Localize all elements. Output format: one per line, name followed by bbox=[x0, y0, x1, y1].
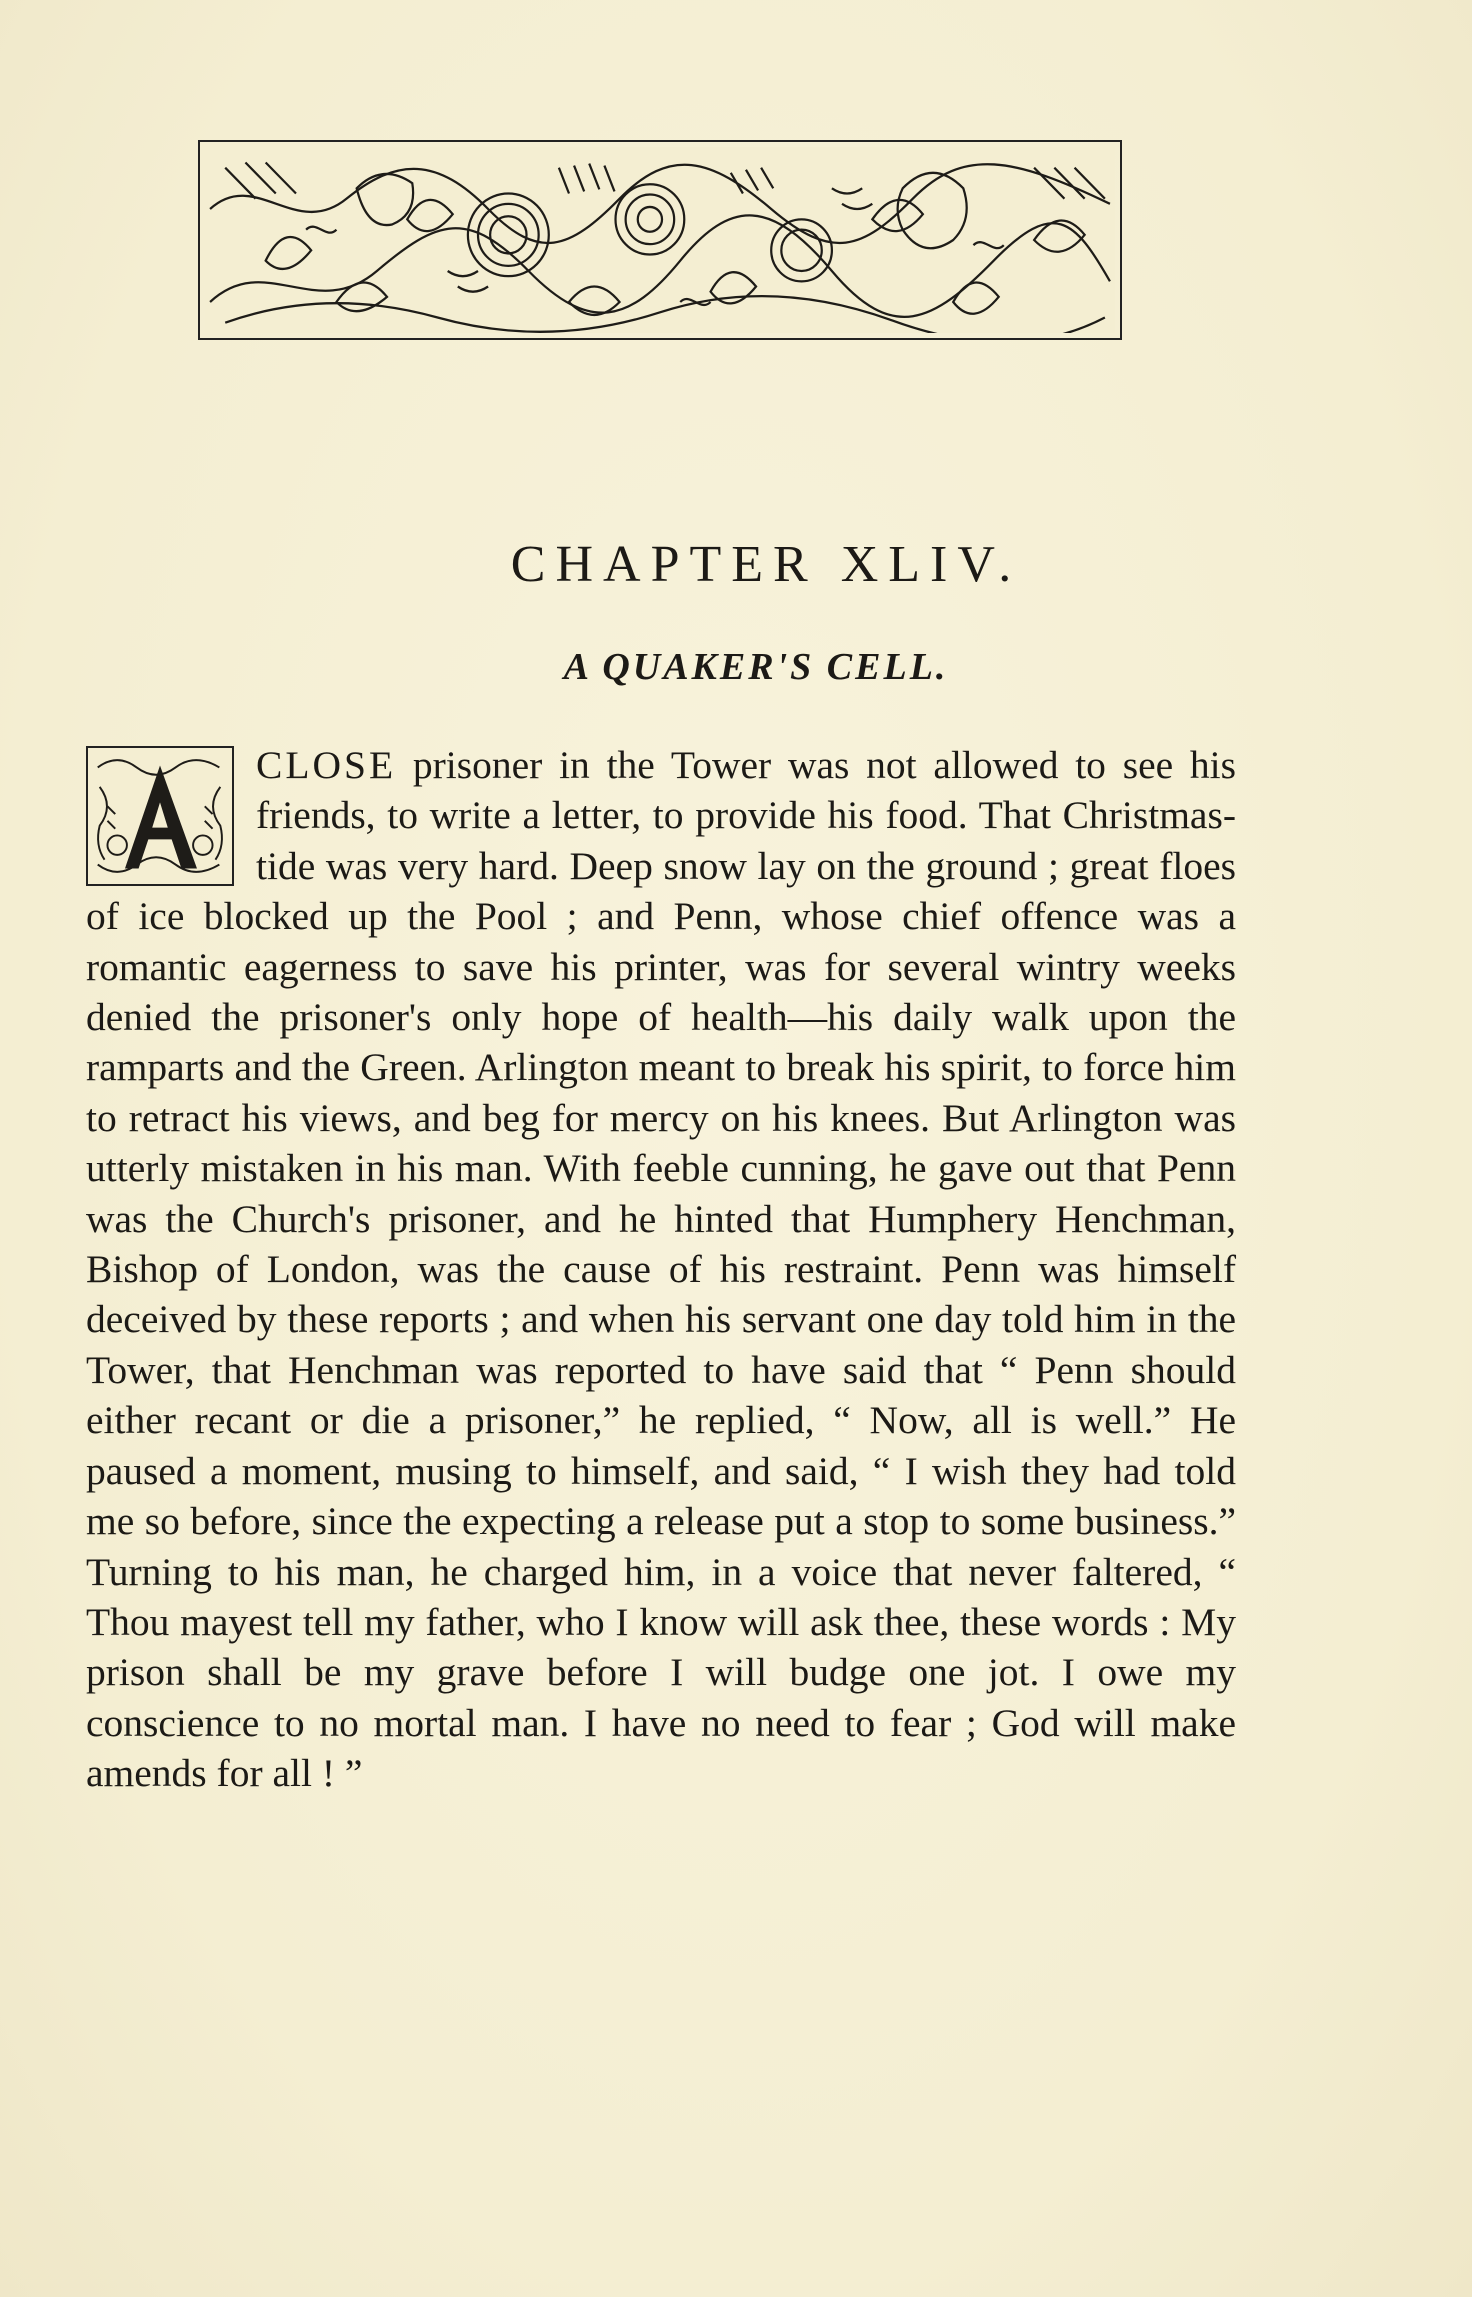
chapter-body-paragraph bbox=[86, 740, 1236, 1799]
opening-word: CLOSE bbox=[256, 743, 397, 787]
foliate-headpiece-icon bbox=[205, 147, 1115, 333]
drop-cap-a-icon bbox=[88, 748, 232, 884]
chapter-heading: CHAPTER XLIV. bbox=[510, 536, 1022, 593]
chapter-body-text: prisoner in the Tower was not allowed to see his friends, to write a letter, to provide his food. That Christmas-tide was very hard. Deep snow lay on the ground ; great floes of ice blocked up the Pool ; and Penn, whose chief offence was a romantic eagerness to save his printer, was for several wintry weeks denied the prisoner's only hope of health—his daily walk upon the ramparts and the Green. Arlington meant to break his spirit, to force him to retract his views, and beg for mercy on his knees. But Arlington was utterly mistaken in his man. With feeble cunning, he gave out that Penn was the Church's prisoner, and he hinted that Humphery Henchman, Bishop of London, was the cause of his restraint. Penn was himself deceived by these reports ; and when his servant one day told him in the Tower, that Henchman was reported to have said that “ Penn should either recant or die a prisoner,” he replied, “ Now, all is well.” He paused a moment, musing to himself, and said, “ I wish they had told me so before, since the expecting a release put a stop to some business.” Turning to his man, he charged him, in a voice that never faltered, “ Thou mayest tell my father, who I know will ask thee, these words : My prison shall be my grave before I will budge one jot. I owe my conscience to no mortal man. I have no need to fear ; God will make amends for all ! ” bbox=[86, 743, 1236, 1796]
drop-cap-ornament bbox=[86, 746, 234, 886]
headpiece-ornament bbox=[198, 140, 1122, 340]
chapter-subtitle: A QUAKER'S CELL. bbox=[563, 646, 949, 688]
